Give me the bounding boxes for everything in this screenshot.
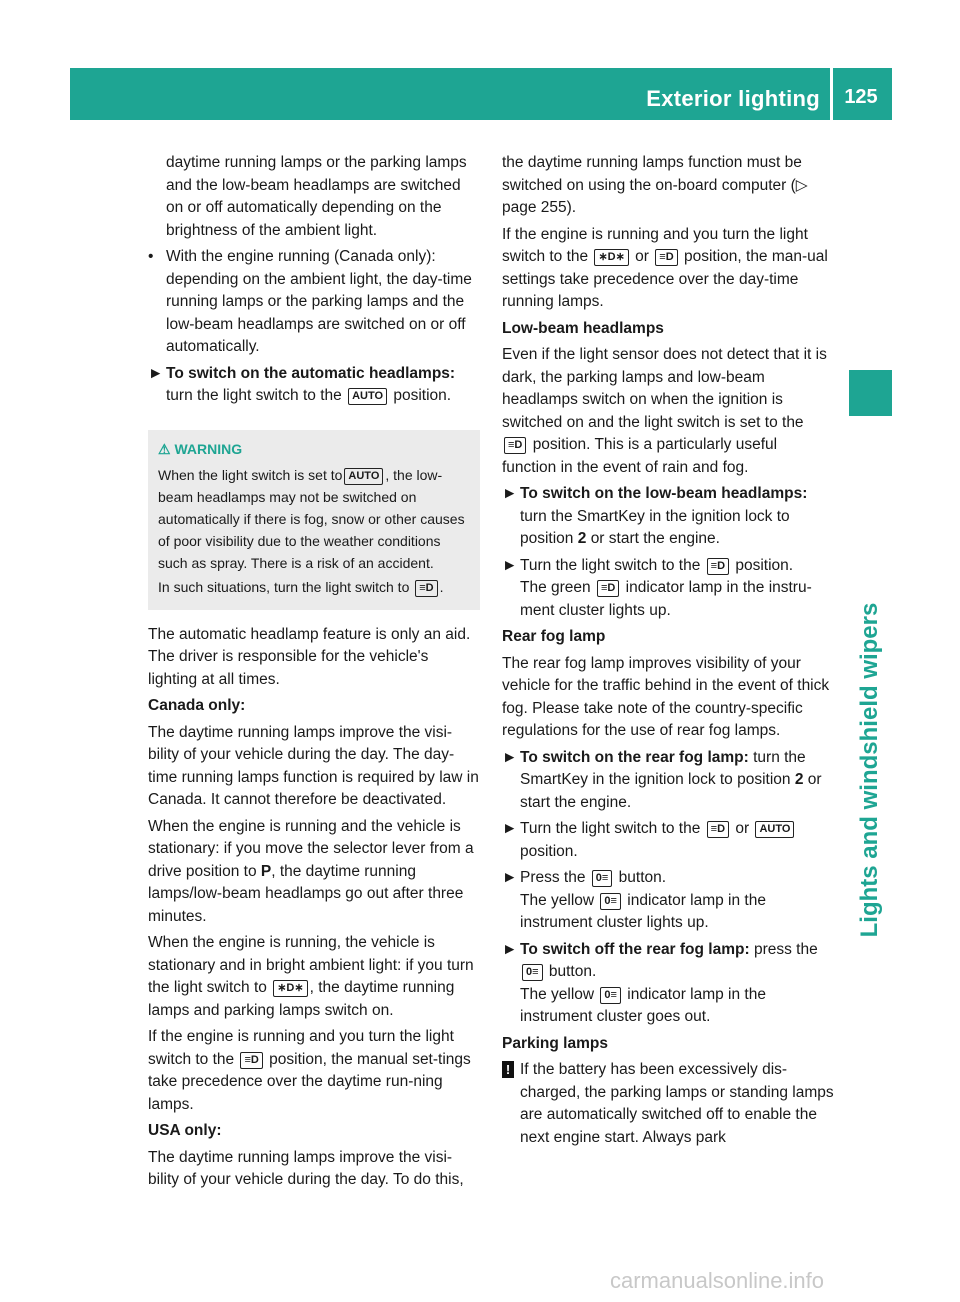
side-tab-marker xyxy=(849,370,892,416)
parking-heading: Parking lamps xyxy=(502,1034,608,1052)
step-text: Turn the light switch to the xyxy=(520,556,701,574)
parking-lamp-icon: ∗D∗ xyxy=(594,249,628,266)
step-text: position. xyxy=(735,556,794,574)
step-auto-headlamps xyxy=(148,363,480,408)
page-title: Exterior lighting xyxy=(646,86,820,111)
step-text: position. xyxy=(393,387,452,404)
rear-fog-icon: 0≡ xyxy=(600,987,621,1004)
right-column xyxy=(502,152,834,1153)
step-text: or start the engine. xyxy=(590,530,720,547)
rear-fog-icon: 0≡ xyxy=(600,893,621,910)
canada-p3-b: , the daytime running lamps and parking lamps switch on. xyxy=(148,979,455,1019)
step-text: indicator lamp in the instrument cluster lights up. xyxy=(520,891,766,931)
warning-advice-end: . xyxy=(439,578,444,595)
low-beam-icon: ≡D xyxy=(707,821,729,838)
canada-p3-a: When the engine is running, the vehicle is stationary and in bright ambient light: if you turn the light switch to xyxy=(148,934,474,996)
warning-text xyxy=(158,464,470,574)
left-column xyxy=(148,152,480,1196)
step-arrow-icon: ► xyxy=(502,869,518,886)
side-tab xyxy=(848,430,892,1110)
page-number: 125 xyxy=(844,86,878,108)
ignition-position: 2 xyxy=(794,771,804,788)
step-text: or xyxy=(735,820,750,837)
canada-paragraph-3 xyxy=(148,932,480,1022)
low-beam-icon: ≡D xyxy=(597,580,619,597)
usa-paragraph: The daytime running lamps improve the visi-bility of your vehicle during the day. To do this, xyxy=(148,1148,464,1188)
auto-icon: AUTO xyxy=(348,388,387,405)
step-text: turn the light switch to the xyxy=(166,387,342,404)
auto-icon: AUTO xyxy=(344,468,383,485)
low-beam-icon: ≡D xyxy=(707,558,729,575)
step-title: To switch off the rear fog lamp: xyxy=(520,940,750,958)
step-fog-switch xyxy=(502,818,834,863)
warning-triangle-icon: ⚠ xyxy=(158,440,171,457)
step-fog-off xyxy=(502,939,834,1029)
usa-heading: USA only: xyxy=(148,1122,222,1139)
watermark: carmanualsonline.info xyxy=(610,1268,825,1293)
step-text: The green xyxy=(520,579,591,596)
warning-advice-text: In such situations, turn the light switch to xyxy=(158,578,410,595)
p3-a: Even if the light sensor does not detect that it is dark, the parking lamps and low-beam headlamps switch on when the ignition is switched on and the light switch is set to the xyxy=(502,346,827,431)
p3-b: position. This is a particularly useful function in the event of rain and fog. xyxy=(502,436,778,476)
parking-note xyxy=(502,1059,834,1149)
warning-header xyxy=(158,438,470,460)
fog-heading: Rear fog lamp xyxy=(502,628,606,645)
canada-paragraph-4 xyxy=(148,1026,480,1116)
step-text: indicator lamp in the instrument cluster goes out. xyxy=(520,985,766,1025)
drl-paragraph: the daytime running lamps function must be switched on using the on-board computer (▷ page 255). xyxy=(502,154,808,216)
step-text: The yellow xyxy=(520,891,595,909)
step-arrow-icon: ► xyxy=(502,485,518,502)
low-beam-icon: ≡D xyxy=(415,580,437,597)
step-arrow-icon: ► xyxy=(148,364,164,382)
canada-paragraph-1: The daytime running lamps improve the visi-bility of your vehicle during the day. The day-time running lamps function is required by law in Canada. It cannot therefore be deactivated. xyxy=(148,723,479,808)
auto-icon: AUTO xyxy=(755,821,794,838)
lowbeam-paragraph xyxy=(502,344,834,479)
canada-p2-b: , the daytime running lamps/low-beam headlamps go out after three minutes. xyxy=(148,862,464,925)
ignition-position: 2 xyxy=(577,530,587,547)
warning-title: WARNING xyxy=(174,440,243,457)
step-arrow-icon: ► xyxy=(502,748,518,766)
rear-fog-icon: 0≡ xyxy=(592,870,613,887)
gear-position-p: P xyxy=(260,862,272,880)
warning-text-b: , the low-beam headlamps may not be switched on automatically if there is fog, snow or other causes of poor visibility due to the weather conditions such as spray. There is a risk of an accident. xyxy=(158,466,465,571)
step-fog-on xyxy=(502,747,834,815)
canada-p2-a: When the engine is running and the vehicle is stationary: if you move the selector lever from a drive position to xyxy=(148,817,474,880)
canada-p4-b: position, the manual set-tings take precedence over the daytime run-ning lamps. xyxy=(148,1050,471,1113)
step-title: To switch on the rear fog lamp: xyxy=(520,748,749,766)
canada-p4-a: If the engine is running and you turn the light switch to the xyxy=(148,1028,454,1068)
step-text: indicator lamp in the instru-ment cluster lights up. xyxy=(520,579,812,619)
fog-paragraph: The rear fog lamp improves visibility of your vehicle for the traffic behind in the event of thick fog. Please take note of the country-specific regulations for the use of rear fog lamps. xyxy=(502,654,830,739)
step-text: button. xyxy=(548,963,597,980)
aid-paragraph: The automatic headlamp feature is only an aid. The driver is responsible for the vehicle's lighting at all times. xyxy=(148,625,471,688)
step-fog-press xyxy=(502,867,834,935)
step-title: To switch on the automatic headlamps: xyxy=(166,364,456,382)
step-text: Press the xyxy=(520,869,586,886)
step-text: turn the SmartKey in the ignition lock to position xyxy=(520,507,790,547)
side-tab-label: Lights and windshield wipers xyxy=(856,602,883,938)
bullet-text: With the engine running (Canada only): depending on the ambient light, the day-time running lamps or the parking lamps and the low-beam headlamps are switched on or off automatically. xyxy=(166,248,472,355)
rear-fog-icon: 0≡ xyxy=(522,964,543,981)
step-arrow-icon: ► xyxy=(502,556,518,574)
p2-b: position, the man-ual settings take precedence over the day-time running lamps. xyxy=(502,248,828,310)
warning-box xyxy=(148,430,480,610)
canada-paragraph-2 xyxy=(148,816,480,929)
step-text: position. xyxy=(520,842,578,860)
step-arrow-icon: ► xyxy=(502,820,518,837)
p2-a: If the engine is running and you turn the light switch to the xyxy=(502,225,808,265)
warning-text-a: When the light switch is set to xyxy=(158,466,343,483)
step-text: The yellow xyxy=(520,985,595,1003)
step-arrow-icon: ► xyxy=(502,940,518,958)
p2-or: or xyxy=(635,248,649,265)
bullet-mark: • xyxy=(148,248,154,265)
parking-lamp-icon: ∗D∗ xyxy=(273,980,307,997)
low-beam-icon: ≡D xyxy=(655,249,677,266)
step-text: Turn the light switch to the xyxy=(520,820,701,837)
step-text: or start the engine. xyxy=(520,771,822,811)
step-text: press the xyxy=(753,940,818,958)
step-lowbeam-on xyxy=(502,483,834,551)
step-text: turn the SmartKey in the ignition lock to position xyxy=(520,748,806,788)
warning-advice xyxy=(158,576,470,598)
exclamation-icon: ! xyxy=(502,1061,514,1078)
bullet-canada xyxy=(148,246,480,359)
intro-text: daytime running lamps or the parking lamps and the low-beam headlamps are switched on or off automatically depending on the brightness of the ambient light. xyxy=(166,154,467,239)
canada-heading: Canada only: xyxy=(148,697,246,714)
manual-settings-paragraph xyxy=(502,224,834,314)
lowbeam-heading: Low-beam headlamps xyxy=(502,319,664,337)
low-beam-icon: ≡D xyxy=(240,1052,262,1069)
step-text: button. xyxy=(618,869,667,886)
step-lowbeam-switch xyxy=(502,555,834,623)
low-beam-icon: ≡D xyxy=(504,437,526,454)
step-title: To switch on the low-beam headlamps: xyxy=(520,485,808,502)
header-divider xyxy=(830,68,833,120)
note-text: If the battery has been excessively dis-charged, the parking lamps or standing lamps are automatically switched off to enable the next engine start. Always park xyxy=(520,1061,834,1146)
